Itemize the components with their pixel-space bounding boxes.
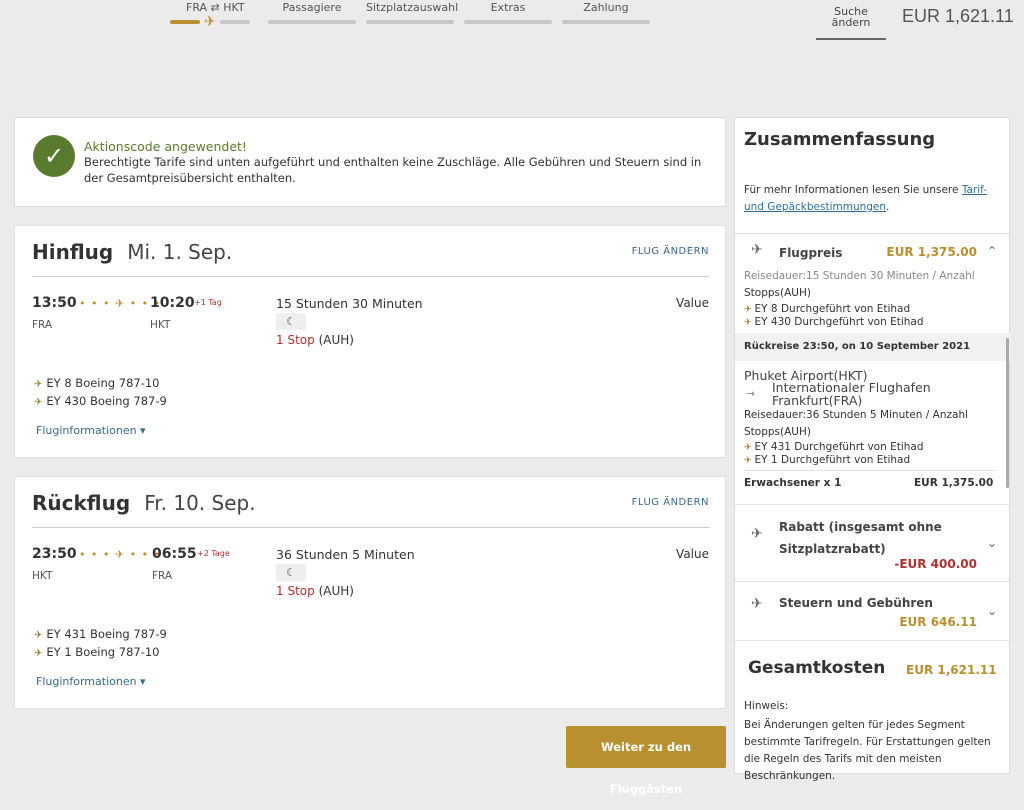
outbound-fare: Value xyxy=(676,296,709,310)
flight-price-amount: EUR 1,375.00 xyxy=(886,245,977,259)
outbound-dep-code: FRA xyxy=(32,319,53,331)
promo-title: Aktionscode angewendet! xyxy=(84,139,247,154)
outbound-arr-time: 10:20 xyxy=(150,295,195,311)
total-amount: EUR 1,621.11 xyxy=(906,663,997,677)
airline-tail-icon: ✈ xyxy=(744,443,752,453)
airline-tail-icon: ✈ xyxy=(34,397,43,408)
summary-segment-text: EY 1 Durchgeführt von Etihad xyxy=(754,454,911,466)
step-passengers-label: Passagiere xyxy=(282,1,342,14)
adults-amount: EUR 1,375.00 xyxy=(914,477,994,489)
hint-title: Hinweis: xyxy=(744,700,789,712)
divider xyxy=(735,581,1009,582)
inbound-segment-text: EY 1 Boeing 787-10 xyxy=(46,645,160,659)
summary-title: Zusammenfassung xyxy=(744,129,936,150)
divider xyxy=(735,504,1009,505)
divider xyxy=(735,640,1009,641)
progress-bar-pending xyxy=(220,20,250,24)
inbound-title: Rückflug xyxy=(32,491,131,515)
overnight-moon-icon: ☾ xyxy=(276,564,306,581)
inbound-duration: 36 Stunden 5 Minuten xyxy=(276,547,415,562)
outbound-segment xyxy=(34,376,159,390)
outbound-stop-count: 1 Stop xyxy=(276,333,315,347)
continue-to-passengers-button[interactable]: Weiter zu den Fluggästen xyxy=(566,726,726,768)
plane-icon: ✈ xyxy=(751,242,763,258)
plane-icon: ✈ xyxy=(751,526,763,542)
return-header xyxy=(735,333,1011,361)
summary-outbound-segment xyxy=(744,303,910,315)
divider xyxy=(744,470,997,471)
inbound-date: Fr. 10. Sep. xyxy=(144,491,256,515)
outbound-flight-card xyxy=(14,225,726,458)
step-seats xyxy=(366,0,459,29)
summary-return-segment xyxy=(744,441,924,453)
fare-rules-link[interactable]: Tarif- und Gepäckbestimmungen xyxy=(744,184,988,213)
chevron-down-icon[interactable]: ⌄ xyxy=(986,536,997,550)
adults-label: Erwachsener x 1 xyxy=(744,477,842,489)
inbound-flight-card xyxy=(14,476,726,709)
divider xyxy=(735,233,1009,234)
inbound-change-flight-link[interactable]: FLUG ÄNDERN xyxy=(631,497,709,508)
checkmark-icon: ✓ xyxy=(33,135,75,177)
airline-tail-icon: ✈ xyxy=(744,318,752,328)
return-header-text: Rückreise 23:50, on 10 September 2021 xyxy=(744,341,971,352)
divider xyxy=(32,276,709,277)
outbound-stop-via: (AUH) xyxy=(318,333,354,347)
airline-tail-icon: ✈ xyxy=(744,305,752,315)
plane-icon: ✈ xyxy=(751,596,763,612)
route-line-icon: • • • ✈ • • • xyxy=(79,297,162,310)
search-change-label: Suche ändern xyxy=(831,5,871,29)
inbound-segment xyxy=(34,645,159,659)
step-extras-label: Extras xyxy=(490,1,526,14)
progress-bar xyxy=(562,20,650,24)
inbound-arr-code: FRA xyxy=(152,570,173,582)
summary-segment-text: EY 430 Durchgeführt von Etihad xyxy=(754,316,924,328)
progress-bar xyxy=(366,20,454,24)
inbound-arr-time: 06:55 xyxy=(152,546,197,562)
summary-segment-text: EY 8 Durchgeführt von Etihad xyxy=(754,303,911,315)
airline-tail-icon: ✈ xyxy=(34,648,43,659)
outbound-title: Hinflug xyxy=(32,240,114,264)
booking-progress xyxy=(170,0,650,29)
inbound-stop-via: (AUH) xyxy=(318,584,354,598)
outbound-day-offset: +1 Tag xyxy=(194,298,222,307)
search-change-button[interactable] xyxy=(816,6,886,40)
discount-amount: -EUR 400.00 xyxy=(894,557,977,571)
summary-note-end: . xyxy=(886,201,890,213)
return-to: Internationaler Flughafen Frankfurt(FRA) xyxy=(772,380,931,408)
flight-price-label: Flugpreis xyxy=(779,246,843,260)
inbound-segment-text: EY 431 Boeing 787-9 xyxy=(46,627,167,641)
step-payment-label: Zahlung xyxy=(583,1,629,14)
outbound-dep-time: 13:50 xyxy=(32,295,77,311)
step-route-label: FRA ⇄ HKT xyxy=(186,1,245,14)
chevron-up-icon[interactable]: ⌃ xyxy=(986,244,997,258)
outbound-segment xyxy=(34,394,167,408)
summary-return-segment xyxy=(744,454,910,466)
progress-bar-done xyxy=(170,20,200,24)
summary-segment-text: EY 431 Durchgeführt von Etihad xyxy=(754,441,924,453)
airline-tail-icon: ✈ xyxy=(34,630,43,641)
progress-bar xyxy=(464,20,552,24)
inbound-flight-info-toggle[interactable]: Fluginformationen ▾ xyxy=(36,675,146,688)
return-stops-text: Stopps(AUH) xyxy=(744,426,811,438)
return-from: Phuket Airport(HKT) xyxy=(744,368,868,383)
hint-text: Bei Änderungen gelten für jedes Segment bestimmte Tarifregeln. Für Erstattungen gelten die Regeln des Tarifs mit den meisten Beschränkungen. xyxy=(744,719,991,782)
airline-tail-icon: ✈ xyxy=(744,456,752,466)
step-passengers xyxy=(268,0,356,29)
taxes-label: Steuern und Gebühren xyxy=(779,596,933,610)
promo-text: Berechtigte Tarife sind unten aufgeführt und enthalten keine Zuschläge. Alle Gebühren und Steuern sind in der Gesamtpreisübersicht enthalten. xyxy=(84,155,702,185)
total-label: Gesamtkosten xyxy=(748,658,886,678)
plane-icon: ✈ xyxy=(204,14,216,30)
route-line-icon: • • • ✈ • • • xyxy=(79,548,162,561)
discount-label: Rabatt (insgesamt ohne Sitzplatzrabatt) xyxy=(779,520,942,556)
outbound-change-flight-link[interactable]: FLUG ÄNDERN xyxy=(631,246,709,257)
inbound-stops xyxy=(276,584,354,598)
promo-banner xyxy=(14,117,726,207)
step-seats-label: Sitzplatzauswahl xyxy=(366,1,459,14)
inbound-day-offset: +2 Tage xyxy=(197,549,230,558)
outbound-duration-text: Reisedauer:15 Stunden 30 Minuten / Anzahl xyxy=(744,270,975,282)
arrow-right-icon: → xyxy=(746,388,755,400)
outbound-date: Mi. 1. Sep. xyxy=(127,240,233,264)
summary-note-text: Für mehr Informationen lesen Sie unsere xyxy=(744,184,962,196)
inbound-fare: Value xyxy=(676,547,709,561)
summary-outbound-segment xyxy=(744,316,924,328)
step-extras xyxy=(464,0,552,29)
outbound-segment-text: EY 430 Boeing 787-9 xyxy=(46,394,167,408)
inbound-stop-count: 1 Stop xyxy=(276,584,315,598)
overnight-moon-icon: ☾ xyxy=(276,313,306,330)
inbound-dep-time: 23:50 xyxy=(32,546,77,562)
step-route xyxy=(170,0,258,29)
divider xyxy=(32,527,709,528)
return-duration-text: Reisedauer:36 Stunden 5 Minuten / Anzahl xyxy=(744,409,969,421)
chevron-down-icon[interactable]: ⌄ xyxy=(986,604,997,618)
outbound-segment-text: EY 8 Boeing 787-10 xyxy=(46,376,160,390)
scrollbar[interactable] xyxy=(1006,338,1009,488)
airline-tail-icon: ✈ xyxy=(34,379,43,390)
header-total: EUR 1,621.11 xyxy=(902,6,1014,26)
inbound-segment xyxy=(34,627,167,641)
summary-panel xyxy=(734,117,1010,782)
outbound-duration: 15 Stunden 30 Minuten xyxy=(276,296,423,311)
inbound-dep-code: HKT xyxy=(32,570,53,582)
outbound-stops xyxy=(276,333,354,347)
summary-note xyxy=(744,182,1006,216)
taxes-amount: EUR 646.11 xyxy=(899,615,977,629)
outbound-arr-code: HKT xyxy=(150,319,171,331)
outbound-stops-text: Stopps(AUH) xyxy=(744,287,811,299)
step-payment xyxy=(562,0,650,29)
progress-bar xyxy=(268,20,356,24)
outbound-flight-info-toggle[interactable]: Fluginformationen ▾ xyxy=(36,424,146,437)
